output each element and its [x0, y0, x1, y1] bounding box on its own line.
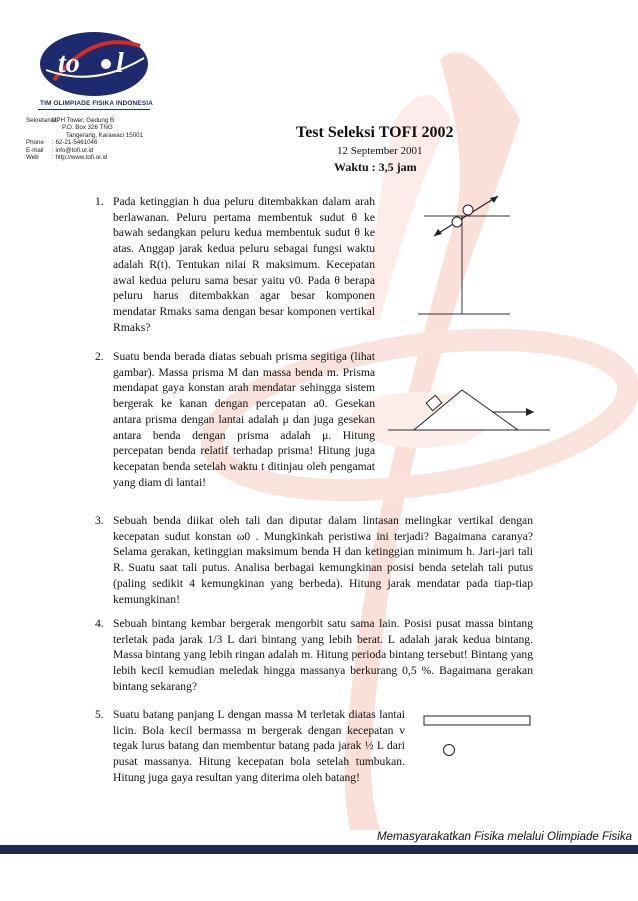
question-number: 1. — [95, 195, 104, 208]
page-title: Test Seleksi TOFI 2002 — [296, 124, 454, 141]
org-name: TIM OLIMPIADE FISIKA INDONESIA — [40, 100, 153, 107]
question-number: 4. — [95, 617, 104, 630]
contact-block — [26, 117, 143, 161]
question-number: 3. — [95, 514, 104, 527]
question-text: Pada ketinggian h dua peluru ditembakkan dalam arah berlawanan. Peluru pertama membentuk sudut θ ke bawah sedangkan peluru kedua membentuk sudut θ ke atas. Anggap jarak kedua peluru sebagai fungsi waktu adalah R(t). Tentukan nilai R maksimum. Kecepatan awal kedua peluru sama besar yaitu v0. Pada θ berapa peluru harus ditembakkan agar besar komponen mendatar Rmaks sama dengan besar komponen vertikal Rmaks? — [113, 195, 375, 334]
contact-label: Web — [26, 154, 39, 162]
question-5 — [95, 707, 405, 786]
question-1 — [95, 194, 375, 335]
rod-ball-diagram — [420, 710, 536, 762]
footer-bar — [0, 845, 638, 854]
question-2 — [95, 349, 375, 490]
footer-slogan: Memasyarakatkan Fisika melalui Olimpiade Fisika — [377, 831, 632, 843]
contact-value: P.O. Box 326 TNG — [62, 124, 113, 132]
contact-label: Sekretariat: — [26, 117, 58, 124]
question-number: 2. — [95, 350, 104, 363]
contact-row — [26, 147, 143, 154]
question-text: Suatu batang panjang L dengan massa M terletak diatas lantai licin. Bola kecil bermassa m bergerak dengan kecepatan v tegak lurus batang dan membentur batang pada jarak ½ L dari pusat massanya. Hitung kecepatan bola setelah tumbukan. Hitung juga gaya resultan yang diterima oleh batang! — [113, 708, 405, 784]
contact-value: UPH Tower, Gedung B — [52, 117, 115, 124]
question-text: Suatu benda berada diatas sebuah prisma segitiga (lihat gambar). Massa prisma M dan massa benda m. Prisma mendapat gaya konstan arah mendatar sehingga sistem bergerak ke kanan dengan percepatan a0. Gesekan antara prisma dengan lantai adalah μ dan juga gesekan antara benda dengan prisma adalah μ. Hitung percepatan benda relatif terhadap prisma! Hitung juga kecepatan benda setelah waktu t ditinjau oleh pengamat yang diam di lantai! — [113, 350, 375, 489]
prism-diagram — [388, 386, 554, 436]
contact-label — [26, 124, 62, 131]
question-number: 5. — [95, 708, 104, 721]
contact-row — [26, 124, 143, 131]
question-text: Sebuah bintang kembar bergerak mengorbit satu sama lain. Posisi pusat massa bintang terletak pada jarak 1/3 L dari bintang yang lebih berat. L adalah jarak kedua bintang. Massa bintang yang lebih ringan adalah m. Hitung perioda bintang tersebut! Bintang yang lebih kecil kemudian meledak hingga massanya berkurang 0,5 %. Bagaimana gerakan bintang sekarang? — [113, 617, 533, 693]
contact-label: E-mail — [26, 146, 44, 154]
contact-label — [26, 132, 66, 139]
contact-value: : 62-21-5461046 — [52, 139, 98, 147]
contact-row — [26, 139, 143, 146]
exam-duration: Waktu : 3,5 jam — [334, 160, 417, 174]
contact-row — [26, 132, 143, 139]
question-3 — [95, 513, 533, 607]
svg-text:to: to — [58, 48, 80, 79]
contact-value: Tangerang, Karawaci 15001 — [66, 131, 144, 139]
question-text: Sebuah benda diikat oleh tali dan diputar dalam lintasan melingkar vertikal dengan kecepatan sudut konstan ω0 . Mungkinkah peristiwa ini terjadi? Bagaimana caranya? Selama gerakan, ketinggian maksimum benda H dan ketinggian minimum h. Jari-jari tali R. Suatu saat tali putus. Analisa berbagai kemungkinan posisi benda setelah tali putus (paling sedikit 4 kemungkinan yang berbeda). Hitung jarak mendatar pada tiap-tiap kemungkinan! — [113, 514, 533, 606]
contact-label: Phone — [26, 139, 44, 147]
contact-row — [26, 117, 143, 124]
contact-value: : http://www.tofi.or.id — [52, 154, 108, 162]
contact-row — [26, 154, 143, 161]
question-4 — [95, 616, 533, 695]
svg-text:l: l — [116, 48, 124, 79]
tofi-logo — [36, 28, 152, 100]
contact-value: : info@tofi.or.id — [52, 146, 94, 154]
exam-date: 12 September 2001 — [337, 145, 423, 157]
projectile-diagram — [418, 188, 536, 320]
org-divider — [38, 109, 150, 110]
